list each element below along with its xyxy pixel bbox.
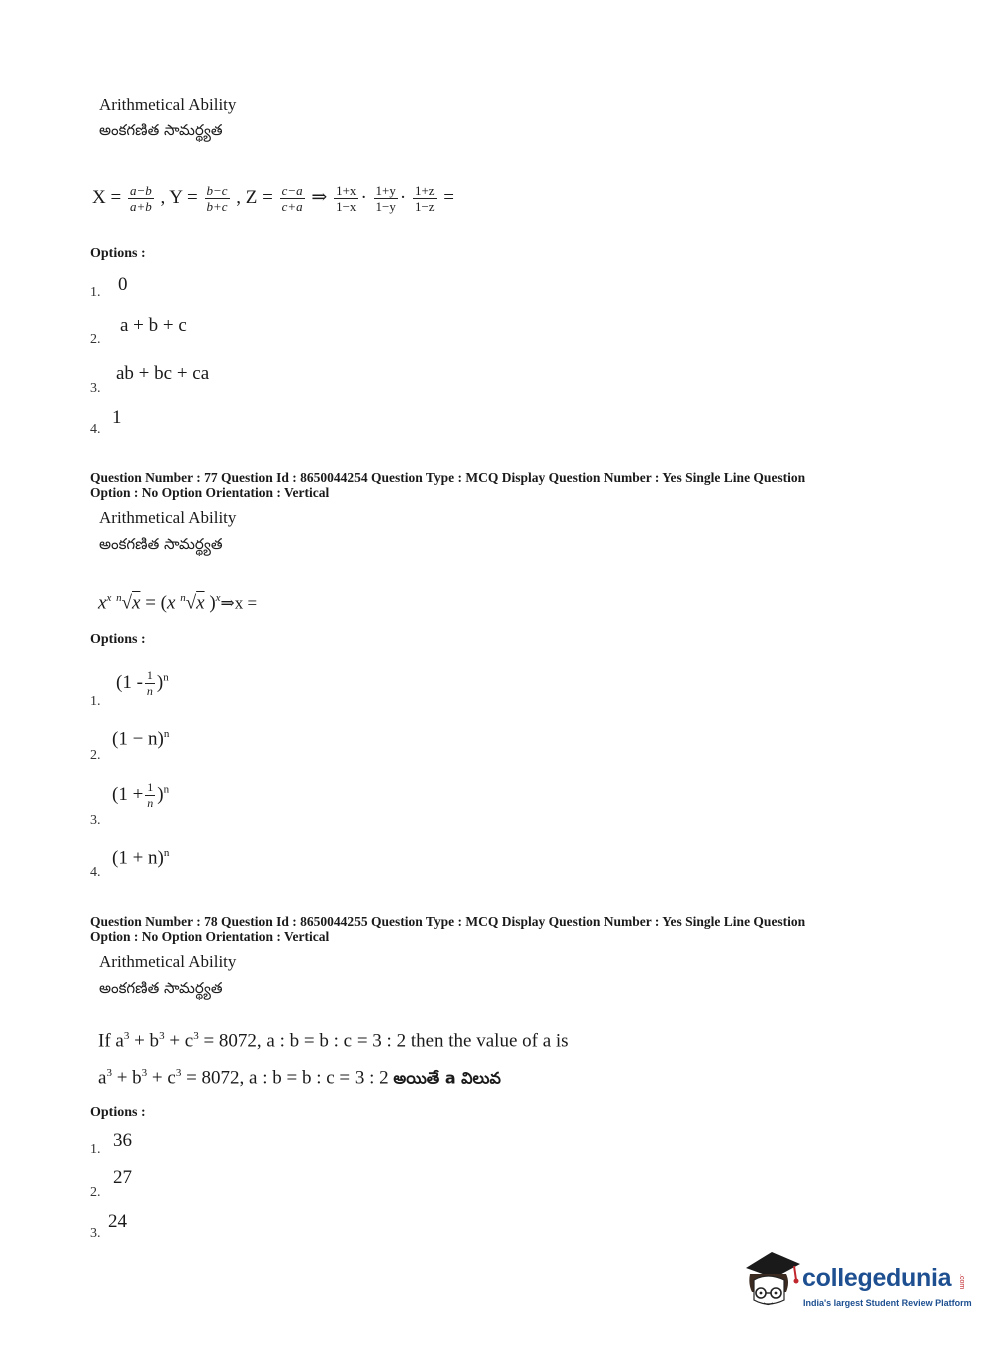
inner-x: x <box>167 592 176 614</box>
inner-radicand: x <box>196 592 205 614</box>
q77-meta-line1: Question Number : 77 Question Id : 8650044254 Question Type : MCQ Display Question Number : Yes Single Line Question <box>90 470 806 485</box>
q78-subject-te: అంకగణిత సామర్థ్యత <box>99 979 223 997</box>
x-label: X = <box>92 186 122 208</box>
outer-power: x <box>215 592 221 604</box>
opt-post: ) <box>157 783 164 805</box>
q77-option-1[interactable] <box>116 668 169 699</box>
exp: 3 <box>123 1030 130 1042</box>
frac-num: 1 <box>146 668 153 682</box>
right-paren: ) <box>209 592 216 614</box>
root-index: n <box>116 592 122 604</box>
left-paren: ( <box>160 592 167 614</box>
frac-den: n <box>147 796 154 810</box>
logo-name: collegedunia <box>802 1264 952 1292</box>
opt-power: n <box>163 728 170 740</box>
exp: 3 <box>106 1067 112 1079</box>
opt-text: (1 − n) <box>112 728 164 750</box>
q-part: + b <box>129 1030 160 1052</box>
fraction-3: $\frac{1+z}{1-z}$ <box>414 183 435 214</box>
dot: · <box>360 186 367 208</box>
fraction-2: $\frac{1+y}{1-y}$ <box>375 183 396 214</box>
exp: 3 <box>193 1030 199 1042</box>
q77-option-2[interactable] <box>112 728 169 750</box>
dot: · <box>399 186 407 208</box>
mascot-icon <box>742 1250 802 1316</box>
q76-option-3-num: 3. <box>90 381 101 396</box>
opt-power: n <box>163 783 170 796</box>
q78-option-2[interactable]: 27 <box>113 1167 132 1188</box>
q76-option-4[interactable]: 1 <box>112 407 122 428</box>
telugu-part: అయితే a విలువ <box>393 1068 501 1088</box>
inner-root-index: n <box>180 592 186 604</box>
implies-x-equals: ⇒x = <box>220 593 258 613</box>
q76-subject-te: అంకగణిత సామర్థ్యత <box>99 121 223 139</box>
q77-options-label: Options : <box>90 632 146 647</box>
q-part: If a <box>98 1030 124 1052</box>
q77-option-2-num: 2. <box>90 748 101 763</box>
exp: 3 <box>141 1067 148 1079</box>
y-label: , Y = <box>160 186 198 208</box>
implies-arrow: ⇒ <box>311 186 328 208</box>
q77-option-3[interactable] <box>112 780 169 811</box>
frac-num: 1 <box>147 780 154 794</box>
q77-meta-line2: Option : No Option Orientation : Vertical <box>90 485 330 500</box>
z-label: , Z = <box>236 186 273 208</box>
q77-option-4[interactable] <box>112 847 169 869</box>
fraction-z: $\frac{c-a}{c+a}$ <box>281 183 303 214</box>
fraction-1: $\frac{1+x}{1-x}$ <box>336 183 357 214</box>
q-part: = 8072, a : b = b : c = 3 : 2 <box>181 1067 394 1089</box>
q78-meta-line2: Option : No Option Orientation : Vertical <box>90 929 330 944</box>
q76-option-2-num: 2. <box>90 332 101 347</box>
exp: 3 <box>175 1067 182 1079</box>
q76-option-3[interactable]: ab + bc + ca <box>116 363 210 384</box>
q77-option-4-num: 4. <box>90 865 101 880</box>
q-part: + b <box>111 1067 142 1089</box>
q78-question-en <box>98 1030 569 1052</box>
q77-expression <box>98 592 257 614</box>
collegedunia-logo[interactable] <box>742 1250 972 1320</box>
radical-sign: √ <box>121 592 133 614</box>
base-x: x <box>98 592 107 614</box>
fraction-x: $\frac{a-b}{a+b}$ <box>129 183 152 214</box>
q-part: a <box>98 1067 107 1089</box>
frac-den: n <box>146 684 153 698</box>
q77-subject-te: అంకగణిత సామర్థ్యత <box>99 535 223 553</box>
logo-com: .com <box>958 1274 965 1290</box>
q76-option-1-num: 1. <box>90 285 101 300</box>
opt-pre: (1 - <box>116 671 143 693</box>
q76-option-4-num: 4. <box>90 422 101 437</box>
equals: = <box>443 186 455 208</box>
q78-meta-line1: Question Number : 78 Question Id : 8650044255 Question Type : MCQ Display Question Number : Yes Single Line Question <box>90 914 806 929</box>
q78-option-3[interactable]: 24 <box>108 1211 127 1232</box>
radicand: x <box>132 592 141 614</box>
q77-meta <box>90 470 890 500</box>
q77-option-1-num: 1. <box>90 694 101 709</box>
q78-option-1-num: 1. <box>90 1142 101 1157</box>
q76-subject-en: Arithmetical Ability <box>99 95 237 114</box>
q78-option-3-num: 3. <box>90 1226 101 1241</box>
opt-power: n <box>163 671 169 684</box>
q76-expression <box>92 183 454 214</box>
q77-subject-en: Arithmetical Ability <box>99 508 237 527</box>
opt-post: ) <box>156 671 164 693</box>
q-part: = 8072, a : b = b : c = 3 : 2 then the value of a is <box>198 1030 569 1052</box>
q78-option-1[interactable]: 36 <box>113 1130 132 1151</box>
opt-text: (1 + n) <box>112 847 164 869</box>
q78-meta <box>90 914 890 944</box>
exp: 3 <box>159 1030 165 1042</box>
equals: = <box>145 592 156 614</box>
q76-options-label: Options : <box>90 246 146 261</box>
q78-options-label: Options : <box>90 1105 146 1120</box>
power-x: x <box>106 592 112 604</box>
q-part: + c <box>147 1067 176 1089</box>
q-part: + c <box>164 1030 194 1052</box>
logo-tagline: India's largest Student Review Platform <box>803 1298 972 1308</box>
q76-option-2[interactable]: a + b + c <box>120 315 187 336</box>
opt-pre: (1 + <box>112 783 144 805</box>
q77-option-3-num: 3. <box>90 813 101 828</box>
q78-question-te <box>98 1067 501 1091</box>
q78-subject-en: Arithmetical Ability <box>99 952 237 971</box>
inner-radical-sign: √ <box>185 592 197 614</box>
opt-power: n <box>163 847 170 859</box>
fraction-y: $\frac{b-c}{b+c}$ <box>206 183 228 214</box>
q78-option-2-num: 2. <box>90 1185 101 1200</box>
q76-option-1[interactable]: 0 <box>118 274 128 295</box>
